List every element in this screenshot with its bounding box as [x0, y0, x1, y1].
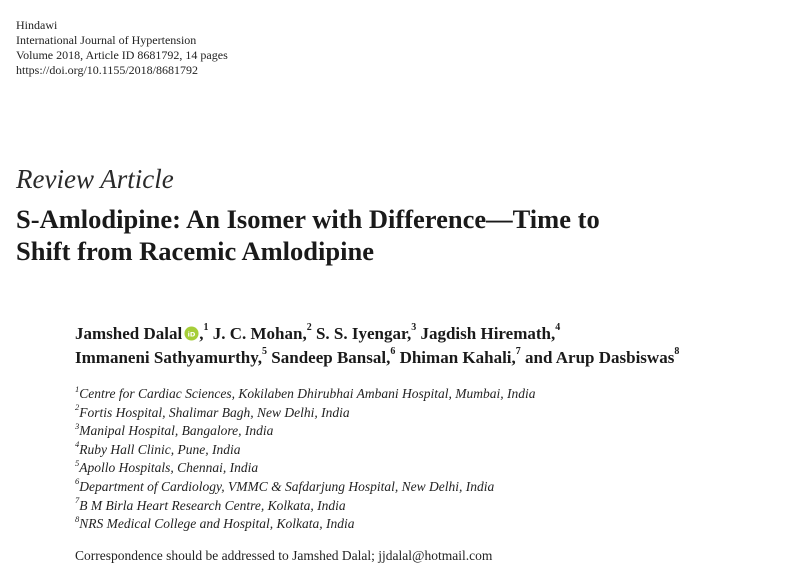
- orcid-icon[interactable]: [184, 326, 199, 341]
- affiliation-number: 4: [75, 439, 80, 450]
- author-affiliation-number: 6: [390, 346, 396, 358]
- affiliation-item: [75, 459, 535, 478]
- affiliation-text: Department of Cardiology, VMMC & Safdarjung Hospital, New Delhi, India: [79, 478, 495, 494]
- affiliation-text: Fortis Hospital, Shalimar Bagh, New Delhi, India: [79, 404, 350, 420]
- author-name[interactable]: Immaneni Sathyamurthy: [75, 348, 258, 367]
- affiliation-item: [75, 404, 535, 423]
- author-name[interactable]: Dhiman Kahali: [399, 348, 512, 367]
- affiliation-number: 1: [75, 383, 80, 394]
- author-affiliation-number: 7: [515, 346, 521, 358]
- author-name[interactable]: J. C. Mohan: [212, 324, 303, 343]
- author-comma: ,: [257, 348, 263, 367]
- article-type: Review Article: [16, 164, 174, 194]
- title-line-1: S-Amlodipine: An Isomer with Difference—Time to: [16, 204, 600, 234]
- author-comma: ,: [386, 348, 391, 367]
- affiliation-text: Manipal Hospital, Bangalore, India: [79, 423, 274, 439]
- author-name[interactable]: and Arup Dasbiswas: [525, 348, 675, 367]
- affiliation-text: NRS Medical College and Hospital, Kolkata, India: [79, 516, 355, 532]
- author-comma: ,: [511, 348, 516, 367]
- affiliation-number: 7: [75, 495, 80, 506]
- correspondence-note: Correspondence should be addressed to Jamshed Dalal; jjdalal@hotmail.com: [75, 548, 493, 563]
- affiliation-list: [75, 385, 535, 534]
- affiliation-number: 6: [75, 476, 80, 487]
- affiliation-number: 3: [75, 420, 80, 431]
- author-affiliation-number: 3: [411, 322, 417, 334]
- svg-text:iD: iD: [187, 330, 196, 339]
- author-comma: ,: [302, 324, 307, 343]
- affiliation-item: [75, 422, 535, 441]
- author-name[interactable]: Jagdish Hiremath: [420, 324, 551, 343]
- author-affiliation-number: 1: [203, 322, 209, 334]
- author-line-1: [75, 322, 805, 346]
- affiliation-text: Apollo Hospitals, Chennai, India: [79, 460, 259, 476]
- affiliation-item: [75, 441, 535, 460]
- affiliation-text: Ruby Hall Clinic, Pune, India: [79, 441, 241, 457]
- author-affiliation-number: 4: [555, 322, 561, 334]
- author-affiliation-number: 2: [306, 322, 312, 334]
- affiliation-text: B M Birla Heart Research Centre, Kolkata, India: [79, 497, 346, 513]
- author-comma: ,: [550, 324, 556, 343]
- journal-header: [16, 18, 228, 78]
- affiliation-text: Centre for Cardiac Sciences, Kokilaben Dhirubhai Ambani Hospital, Mumbai, India: [79, 386, 536, 401]
- doi-link[interactable]: https://doi.org/10.1155/2018/8681792: [16, 63, 199, 77]
- author-comma: ,: [199, 324, 204, 343]
- affiliation-item: [75, 478, 535, 497]
- volume-info: Volume 2018, Article ID 8681792, 14 pages: [16, 48, 228, 62]
- affiliation-number: 8: [75, 513, 80, 524]
- author-name[interactable]: Jamshed Dalal: [75, 324, 183, 343]
- author-name[interactable]: Sandeep Bansal: [271, 348, 387, 367]
- affiliation-item: [75, 515, 535, 534]
- publisher-name: Hindawi: [16, 18, 58, 32]
- affiliation-item: [75, 385, 535, 404]
- author-affiliation-number: 8: [674, 346, 680, 358]
- affiliation-number: 5: [75, 457, 80, 468]
- author-line-2: [75, 346, 805, 370]
- affiliation-number: 2: [75, 402, 80, 413]
- journal-name: International Journal of Hypertension: [16, 33, 197, 47]
- author-comma: ,: [406, 324, 412, 343]
- author-affiliation-number: 5: [262, 346, 268, 358]
- article-title: [16, 203, 786, 267]
- author-list: [75, 322, 805, 370]
- title-line-2: Shift from Racemic Amlodipine: [16, 236, 374, 266]
- affiliation-item: [75, 497, 535, 516]
- author-name[interactable]: S. S. Iyengar: [315, 324, 407, 343]
